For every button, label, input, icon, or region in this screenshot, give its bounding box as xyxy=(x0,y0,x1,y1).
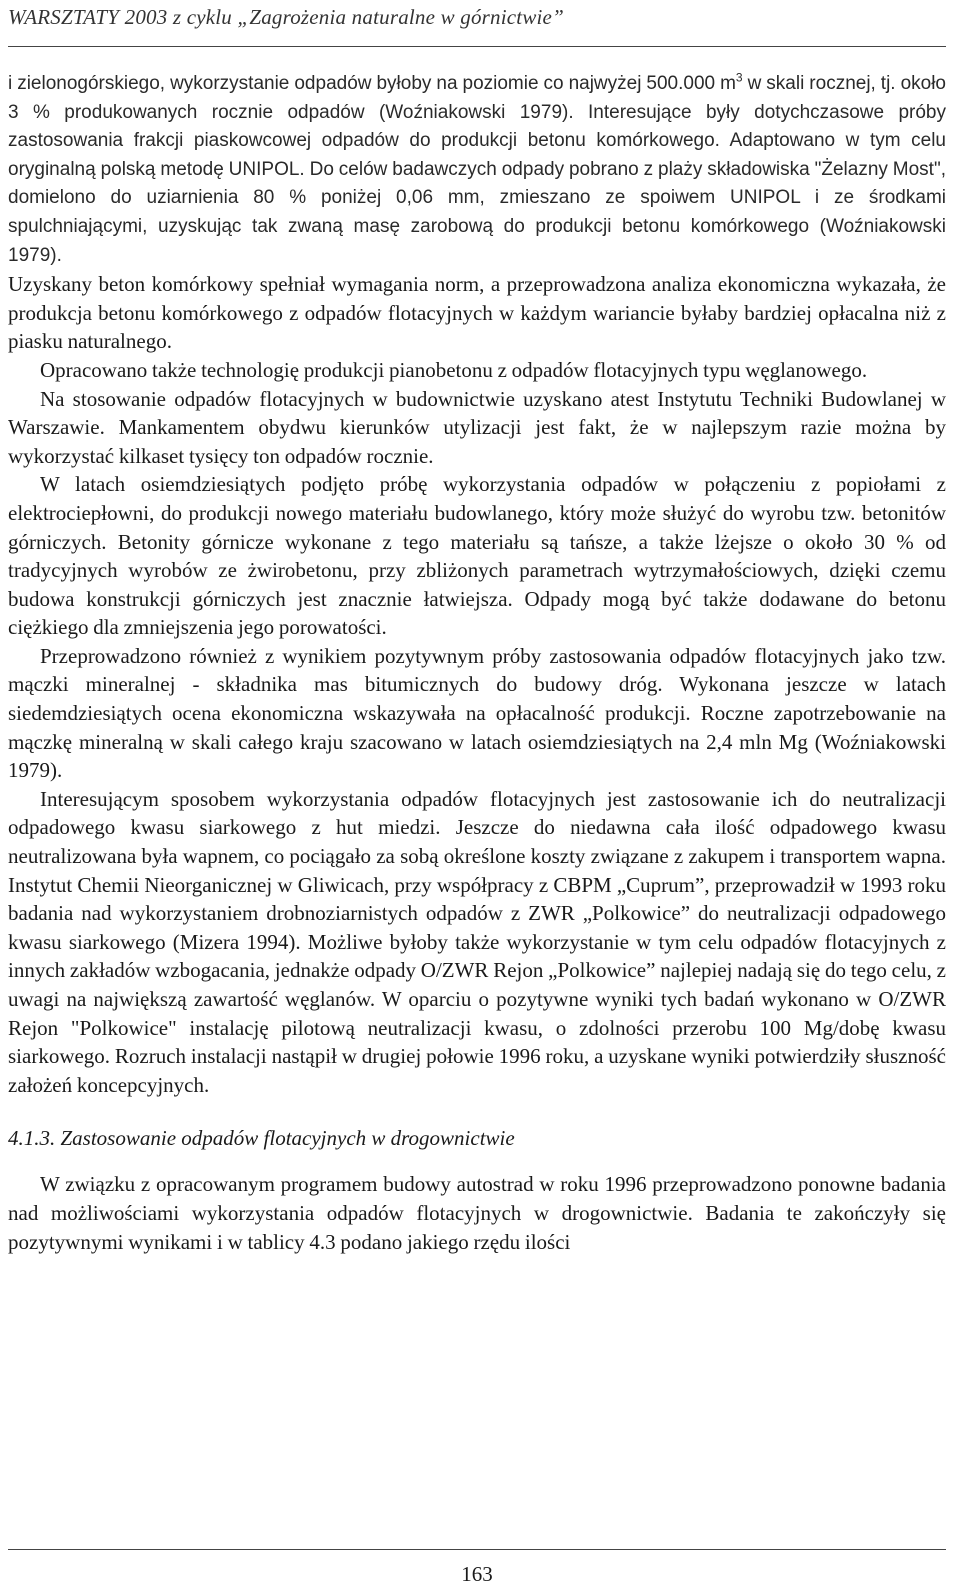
paragraph-text: w skali rocznej, tj. około 3 % produkowanych rocznie odpadów (Woźniakowski 1979). Interesujące były dotychczasowe próby zastosowania frakcji piaskowcowej odpadów do produkcji betonu komórkowego. Adaptowano w tym celu oryginalną polską metodę UNIPOL. Do celów badawczych odpady pobrano z plaży składowiska "Żelazny Most", domielono do uziarnienia 80 % poniżej 0,06 mm, zmieszano ze spoiwem UNIPOL i ze środkami spulchniającymi, uzyskując tak zwaną masę zarobową do produkcji betonu komórkowego (Woźniakowski 1979). xyxy=(8,73,946,266)
paragraph: Opracowano także technologię produkcji pianobetonu z odpadów flotacyjnych typu węglanowego. xyxy=(40,357,868,382)
superscript: 3 xyxy=(735,70,743,85)
document-page xyxy=(8,0,952,1590)
paragraph-text: Uzyskany beton komórkowy spełniał wymagania norm, a przeprowadzona analiza ekonomiczna wykazała, że produkcja betonu komórkowego z odpadów flotacyjnych w każdym wariancie byłaby bardziej opłacalna niż z piasku naturalnego. xyxy=(8,272,946,354)
footer-divider xyxy=(8,1549,946,1550)
section-heading: 4.1.3. Zastosowanie odpadów flotacyjnych w drogownictwie xyxy=(8,1126,515,1151)
paragraph-text: i zielonogórskiego, wykorzystanie odpadów byłoby na poziomie co najwyżej 500.000 m xyxy=(8,73,736,94)
paragraph xyxy=(8,270,946,356)
paragraph: Na stosowanie odpadów flotacyjnych w budownictwie uzyskano atest Instytutu Techniki Budowlanej w Warszawie. Mankamentem obydwu kierunków utylizacji jest fakt, że w najlepszym razie można by wykorzystać kilkaset tysięcy ton odpadów rocznie. xyxy=(8,386,946,468)
paragraph: W latach osiemdziesiątych podjęto próbę wykorzystania odpadów w połączeniu z popiołami z elektrociepłowni, do produkcji nowego materiału budowlanego, który może służyć do wyrobu tzw. betonitów górniczych. Betonity górnicze wykonane z tego materiału są tańsze, a także lżejsze o około 30 % od tradycyjnych wyrobów ze żwirobetonu, przy zbliżonych parametrach wytrzymałościowych, dzięki czemu budowa konstrukcji górniczych jest znacznie łatwiejsza. Odpady mogą być także dodawane do betonu ciężkiego dla zmniejszenia jego porowatości. xyxy=(8,472,946,640)
paragraph: Interesującym sposobem wykorzystania odpadów flotacyjnych jest zastosowanie ich do neutralizacji odpadowego kwasu siarkowego z hut miedzi. Jeszcze do niedawna cała ilość odpadowego kwasu neutralizowana była wapnem, co pociągało za sobą określone koszty związane z zakupem i transportem wapna. Instytut Chemii Nieorganicznej w Gliwicach, przy współpracy z CBPM „Cuprum”, przeprowadził w 1993 roku badania nad wykorzystaniem drobnoziarnistych odpadów z ZWR „Polkowice” do neutralizacji odpadowego kwasu siarkowego (Mizera 1994). Możliwe byłoby także wykorzystanie w tym celu odpadów flotacyjnych z innych zakładów wzbogacania, jednakże odpady O/ZWR Rejon „Polkowice” najlepiej nadają się do tego celu, z uwagi na największą zawartość węglanów. W oparciu o pozytywne wyniki tych badań wykonano w O/ZWR Rejon "Polkowice" instalację pilotową neutralizacji kwasu, o zdolności przerobu 100 Mg/dobę kwasu siarkowego. Rozruch instalacji nastąpił w drugiej połowie 1996 roku, a uzyskane wyniki potwierdziły słuszność założeń koncepcyjnych. xyxy=(8,786,946,1097)
page-number: 163 xyxy=(461,1562,493,1586)
paragraph: W związku z opracowanym programem budowy autostrad w roku 1996 przeprowadzono ponowne badania nad możliwościami wykorzystania odpadów flotacyjnych w drogownictwie. Badania te zakończyły się pozytywnymi wynikami i w tablicy 4.3 podano jakiego rzędu ilości xyxy=(8,1172,946,1254)
body-text xyxy=(8,70,946,1256)
header-divider xyxy=(8,46,946,47)
paragraph-continuation xyxy=(8,70,946,270)
running-header: WARSZTATY 2003 z cyklu „Zagrożenia naturalne w górnictwie” xyxy=(8,5,564,29)
paragraph: Przeprowadzono również z wynikiem pozytywnym próby zastosowania odpadów flotacyjnych jako tzw. mączki mineralnej - składnika mas bitumicznych do budowy dróg. Wykonana jeszcze w latach siedemdziesiątych ocena ekonomiczna wskazywała na opłacalność produkcji. Roczne zapotrzebowanie na mączkę mineralną w skali całego kraju szacowano w latach osiemdziesiątych na 2,4 mln Mg (Woźniakowski 1979). xyxy=(8,643,946,783)
